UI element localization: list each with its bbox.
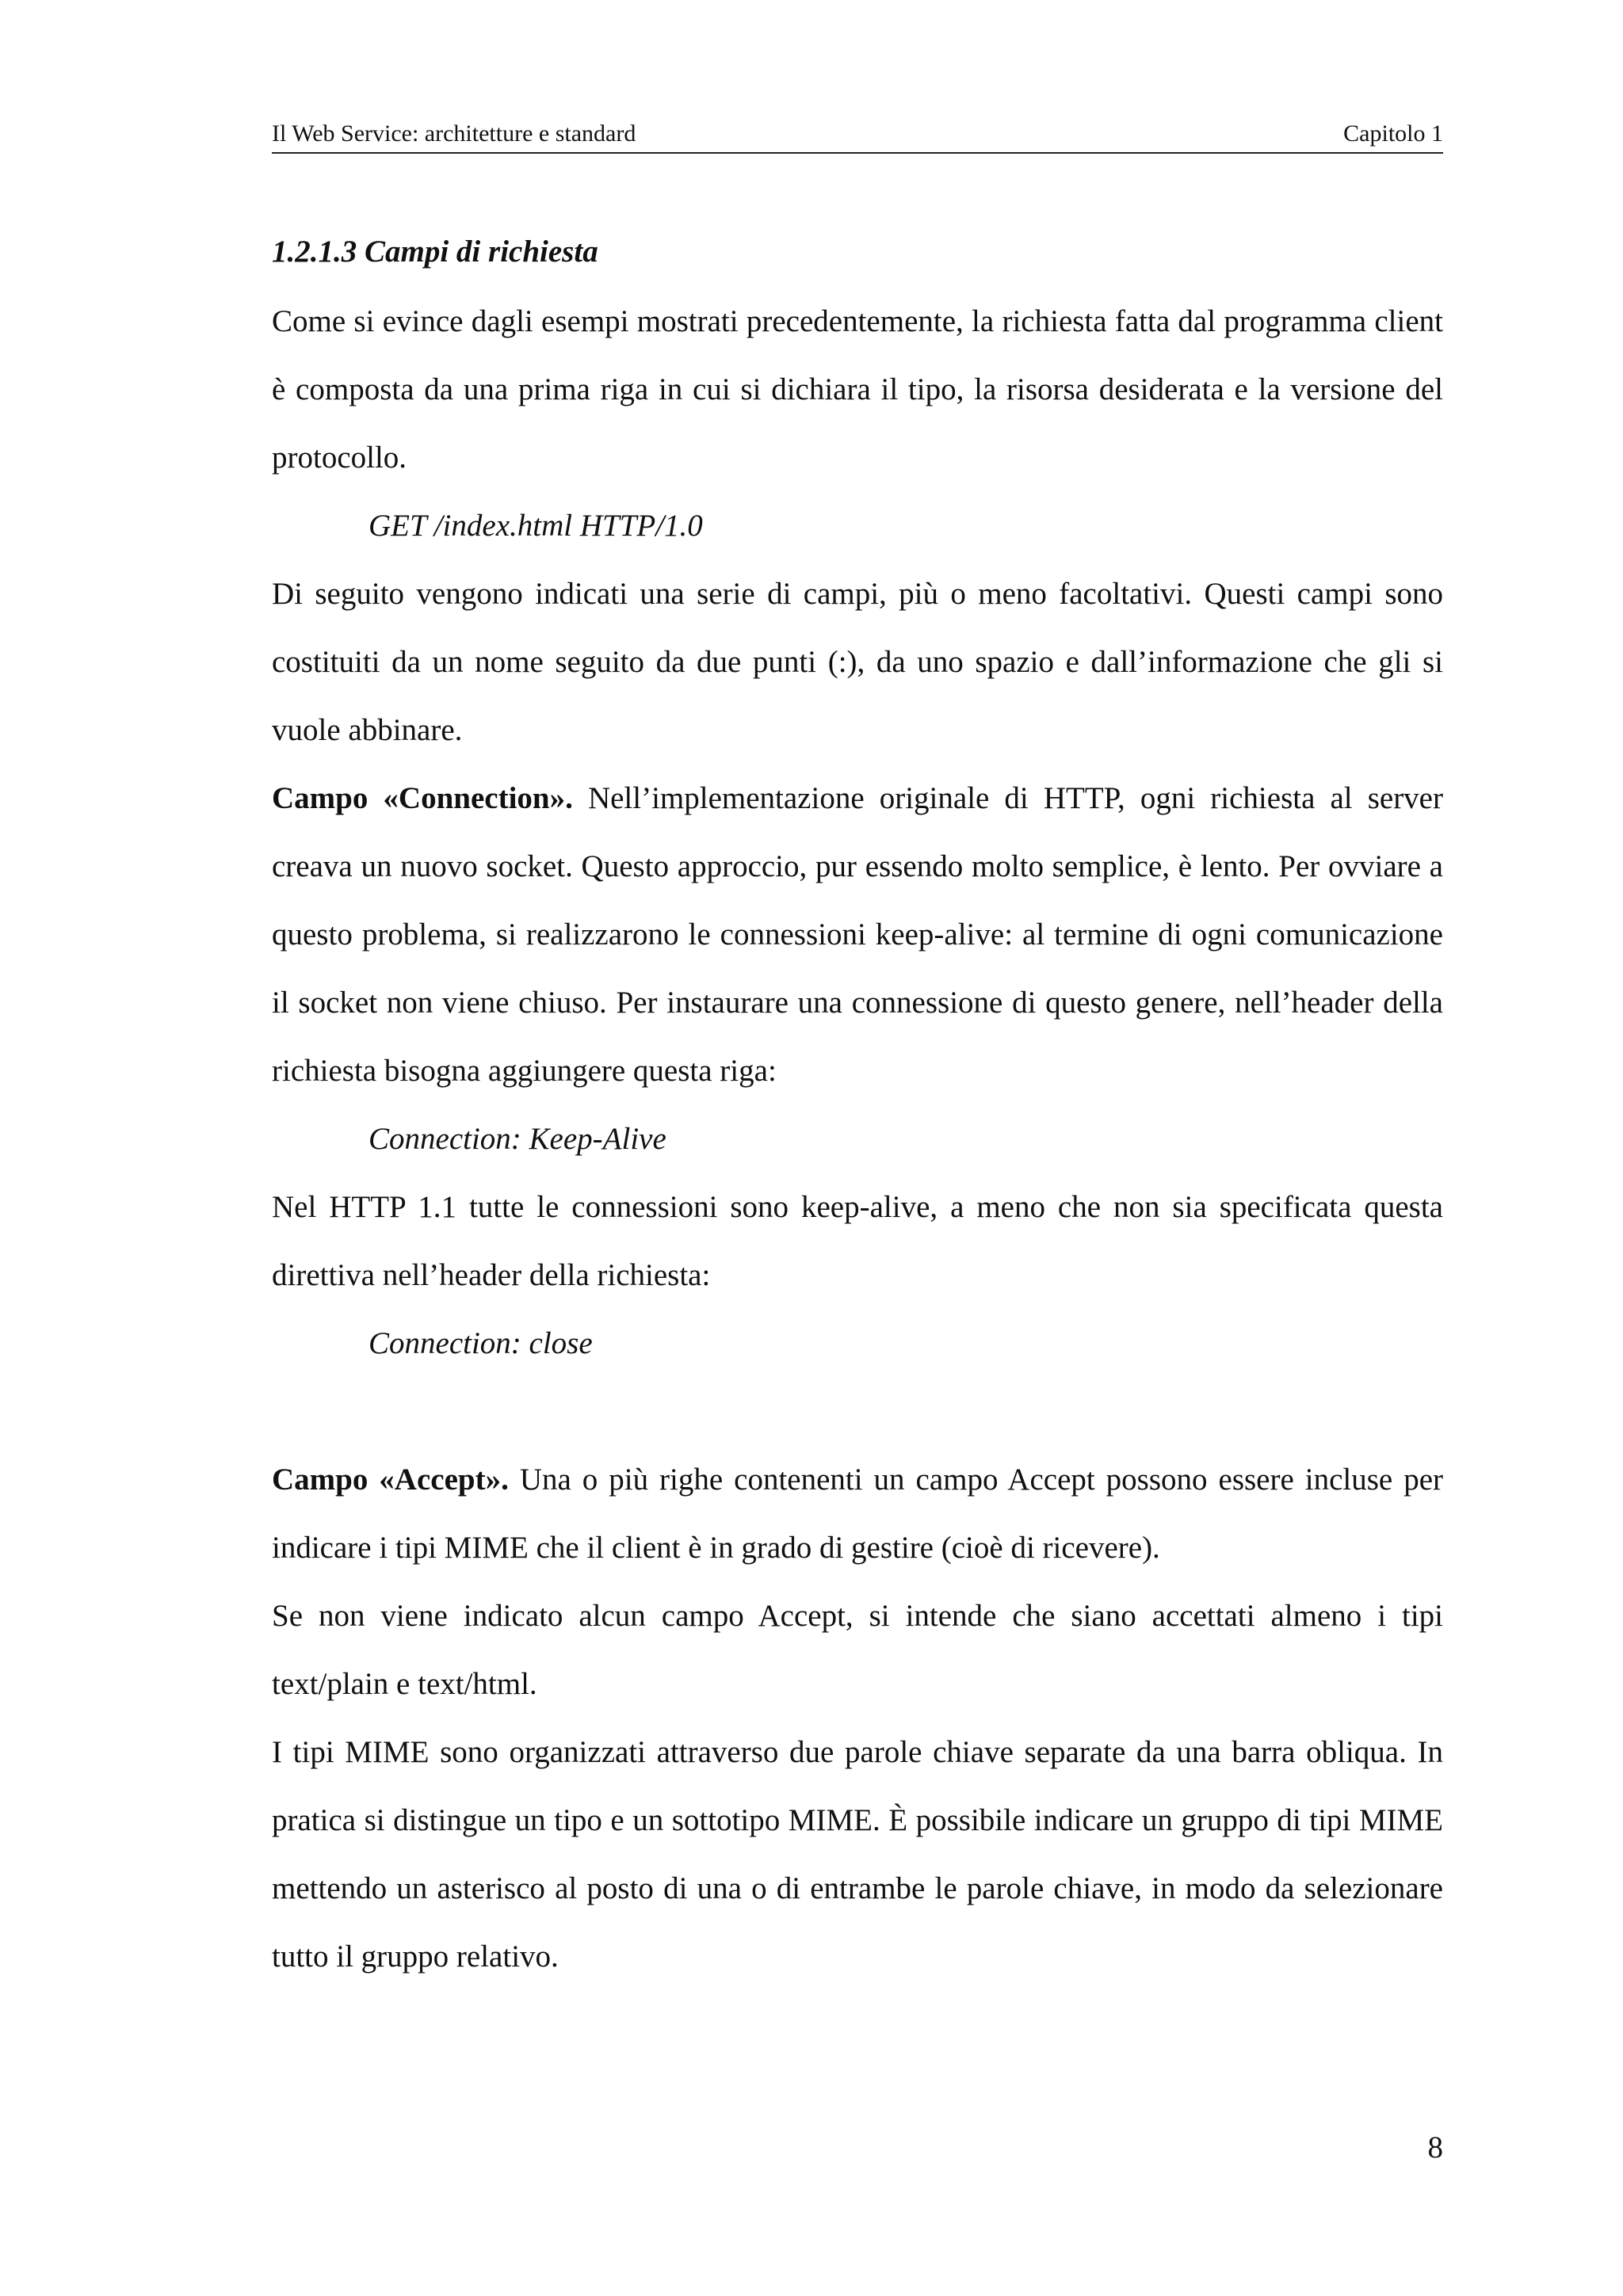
code-close: Connection: close bbox=[369, 1326, 593, 1360]
accept-lead: Campo «Accept». bbox=[272, 1463, 509, 1497]
connection-lead: Campo «Connection». bbox=[272, 781, 573, 815]
section-title: 1.2.1.3 Campi di richiesta bbox=[272, 235, 598, 269]
page-content bbox=[272, 224, 1443, 1991]
connection-text: Nell’implementazione originale di HTTP, ogni richiesta al server creava un nuovo socket. Questo approccio, pur essendo molto semplice, è lento. Per ovviare a questo problema, si realizzarono le connessioni keep-alive: al termine di ogni comunicazione il socket non viene chiuso. Per instaurare una connessione di questo genere, nell’header della richiesta bisogna aggiungere questa riga: bbox=[272, 781, 1443, 1088]
accept-text: Una o più righe contenenti un campo Accept possono essere incluse per indicare i tipi MIME che il client è in grado di gestire (cioè di ricevere). bbox=[272, 1463, 1443, 1565]
spacer bbox=[272, 1378, 1443, 1446]
paragraph-connection bbox=[272, 765, 1443, 1105]
paragraph-intro: Come si evince dagli esempi mostrati precedentemente, la richiesta fatta dal programma client è composta da una prima riga in cui si dichiara il tipo, la risorsa desiderata e la versione del protocollo. bbox=[272, 304, 1443, 475]
code-request-line: GET /index.html HTTP/1.0 bbox=[369, 509, 703, 543]
paragraph-accept bbox=[272, 1446, 1443, 1582]
running-header bbox=[272, 116, 1443, 154]
paragraph-fields: Di seguito vengono indicati una serie di campi, più o meno facoltativi. Questi campi sono costituiti da un nome seguito da due punti (:), da uno spazio e dall’informazione che gli si vuole abbinare. bbox=[272, 577, 1443, 747]
header-title: Il Web Service: architetture e standard bbox=[272, 120, 636, 147]
code-keep-alive: Connection: Keep-Alive bbox=[369, 1122, 666, 1156]
header-chapter: Capitolo 1 bbox=[1343, 120, 1443, 147]
page-number: 8 bbox=[1427, 2130, 1443, 2164]
paragraph-default-accept: Se non viene indicato alcun campo Accept, si intende che siano accettati almeno i tipi text/plain e text/html. bbox=[272, 1599, 1443, 1701]
paragraph-http11: Nel HTTP 1.1 tutte le connessioni sono keep-alive, a meno che non sia specificata questa direttiva nell’header della richiesta: bbox=[272, 1190, 1443, 1292]
paragraph-mime: I tipi MIME sono organizzati attraverso due parole chiave separate da una barra obliqua. In pratica si distingue un tipo e un sottotipo MIME. È possibile indicare un gruppo di tipi MIME mettendo un asterisco al posto di una o di entrambe le parole chiave, in modo da selezionare tutto il gruppo relativo. bbox=[272, 1735, 1443, 1974]
